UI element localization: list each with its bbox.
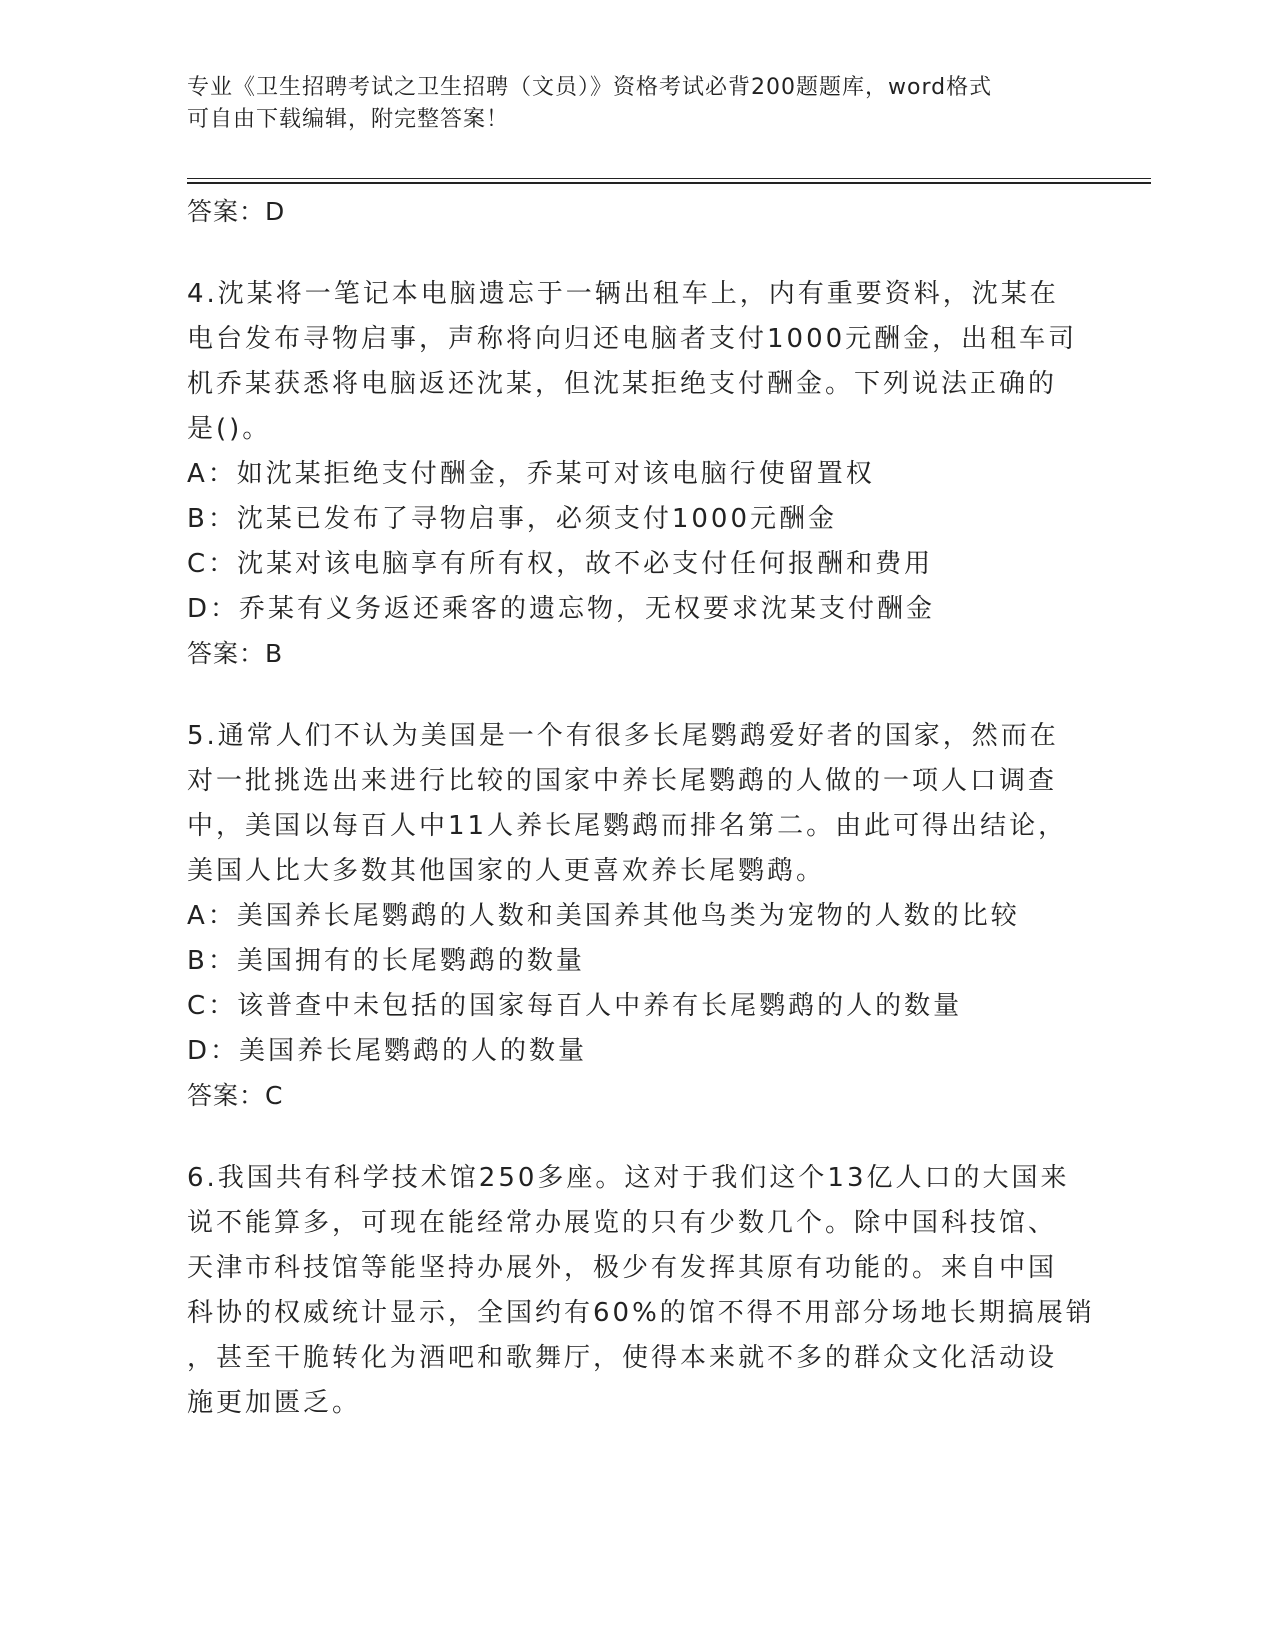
question-text-line: 对一批挑选出来进行比较的国家中养长尾鹦鹉的人做的一项人口调查 <box>187 766 1058 796</box>
question-text-line: 4.沈某将一笔记本电脑遗忘于一辆出租车上，内有重要资料，沈某在 <box>187 279 1059 309</box>
answer-line: 答案：D <box>187 197 286 226</box>
question-block-4 <box>187 272 1087 676</box>
option-b: B：沈某已发布了寻物启事，必须支付1000元酬金 <box>187 504 838 534</box>
question-block-6 <box>187 1156 1095 1426</box>
header-title-line-2: 可自由下载编辑，附完整答案！ <box>187 107 510 132</box>
question-text-line: 施更加匮乏。 <box>187 1388 362 1418</box>
option-d: D：美国养长尾鹦鹉的人的数量 <box>187 1036 588 1066</box>
option-b: B：美国拥有的长尾鹦鹉的数量 <box>187 946 585 976</box>
option-c: C：沈某对该电脑享有所有权，故不必支付任何报酬和费用 <box>187 549 934 579</box>
question-text-line: 说不能算多，可现在能经常办展览的只有少数几个。除中国科技馆、 <box>187 1208 1058 1238</box>
header-rule-thin <box>187 178 1151 179</box>
question-text-line: 是()。 <box>187 414 272 444</box>
question-text-line: 机乔某获悉将电脑返还沈某，但沈某拒绝支付酬金。下列说法正确的 <box>187 369 1058 399</box>
question-text-line: 美国人比大多数其他国家的人更喜欢养长尾鹦鹉。 <box>187 856 826 886</box>
question-text-line: 天津市科技馆等能坚持办展外，极少有发挥其原有功能的。来自中国 <box>187 1253 1058 1283</box>
option-a: A：如沈某拒绝支付酬金，乔某可对该电脑行使留置权 <box>187 459 875 489</box>
spacer <box>187 234 1087 272</box>
answer-line: 答案：C <box>187 1081 284 1110</box>
spacer <box>187 676 1087 714</box>
spacer <box>187 1118 1087 1156</box>
question-content <box>187 190 1095 1426</box>
option-c: C：该普查中未包括的国家每百人中养有长尾鹦鹉的人的数量 <box>187 991 963 1021</box>
question-text-line: 5.通常人们不认为美国是一个有很多长尾鹦鹉爱好者的国家，然而在 <box>187 721 1059 751</box>
page-header <box>187 72 1067 136</box>
option-d: D：乔某有义务返还乘客的遗忘物，无权要求沈某支付酬金 <box>187 594 936 624</box>
header-rule-thick <box>187 182 1151 184</box>
question-text-line: 中，美国以每百人中11人养长尾鹦鹉而排名第二。由此可得出结论， <box>187 811 1068 841</box>
question-text-line: 科协的权威统计显示，全国约有60%的馆不得不用部分场地长期搞展销 <box>187 1298 1095 1328</box>
header-title-line-1: 专业《卫生招聘考试之卫生招聘（文员）》资格考试必背200题题库，word格式 <box>187 75 993 100</box>
question-text-line: 电台发布寻物启事，声称将向归还电脑者支付1000元酬金，出租车司 <box>187 324 1078 354</box>
option-a: A：美国养长尾鹦鹉的人数和美国养其他鸟类为宠物的人数的比较 <box>187 901 1020 931</box>
answer-line: 答案：B <box>187 639 284 668</box>
question-text-line: ，甚至干脆转化为酒吧和歌舞厅，使得本来就不多的群众文化活动设 <box>187 1343 1058 1373</box>
question-text-line: 6.我国共有科学技术馆250多座。这对于我们这个13亿人口的大国来 <box>187 1163 1070 1193</box>
question-block-5 <box>187 714 1087 1118</box>
